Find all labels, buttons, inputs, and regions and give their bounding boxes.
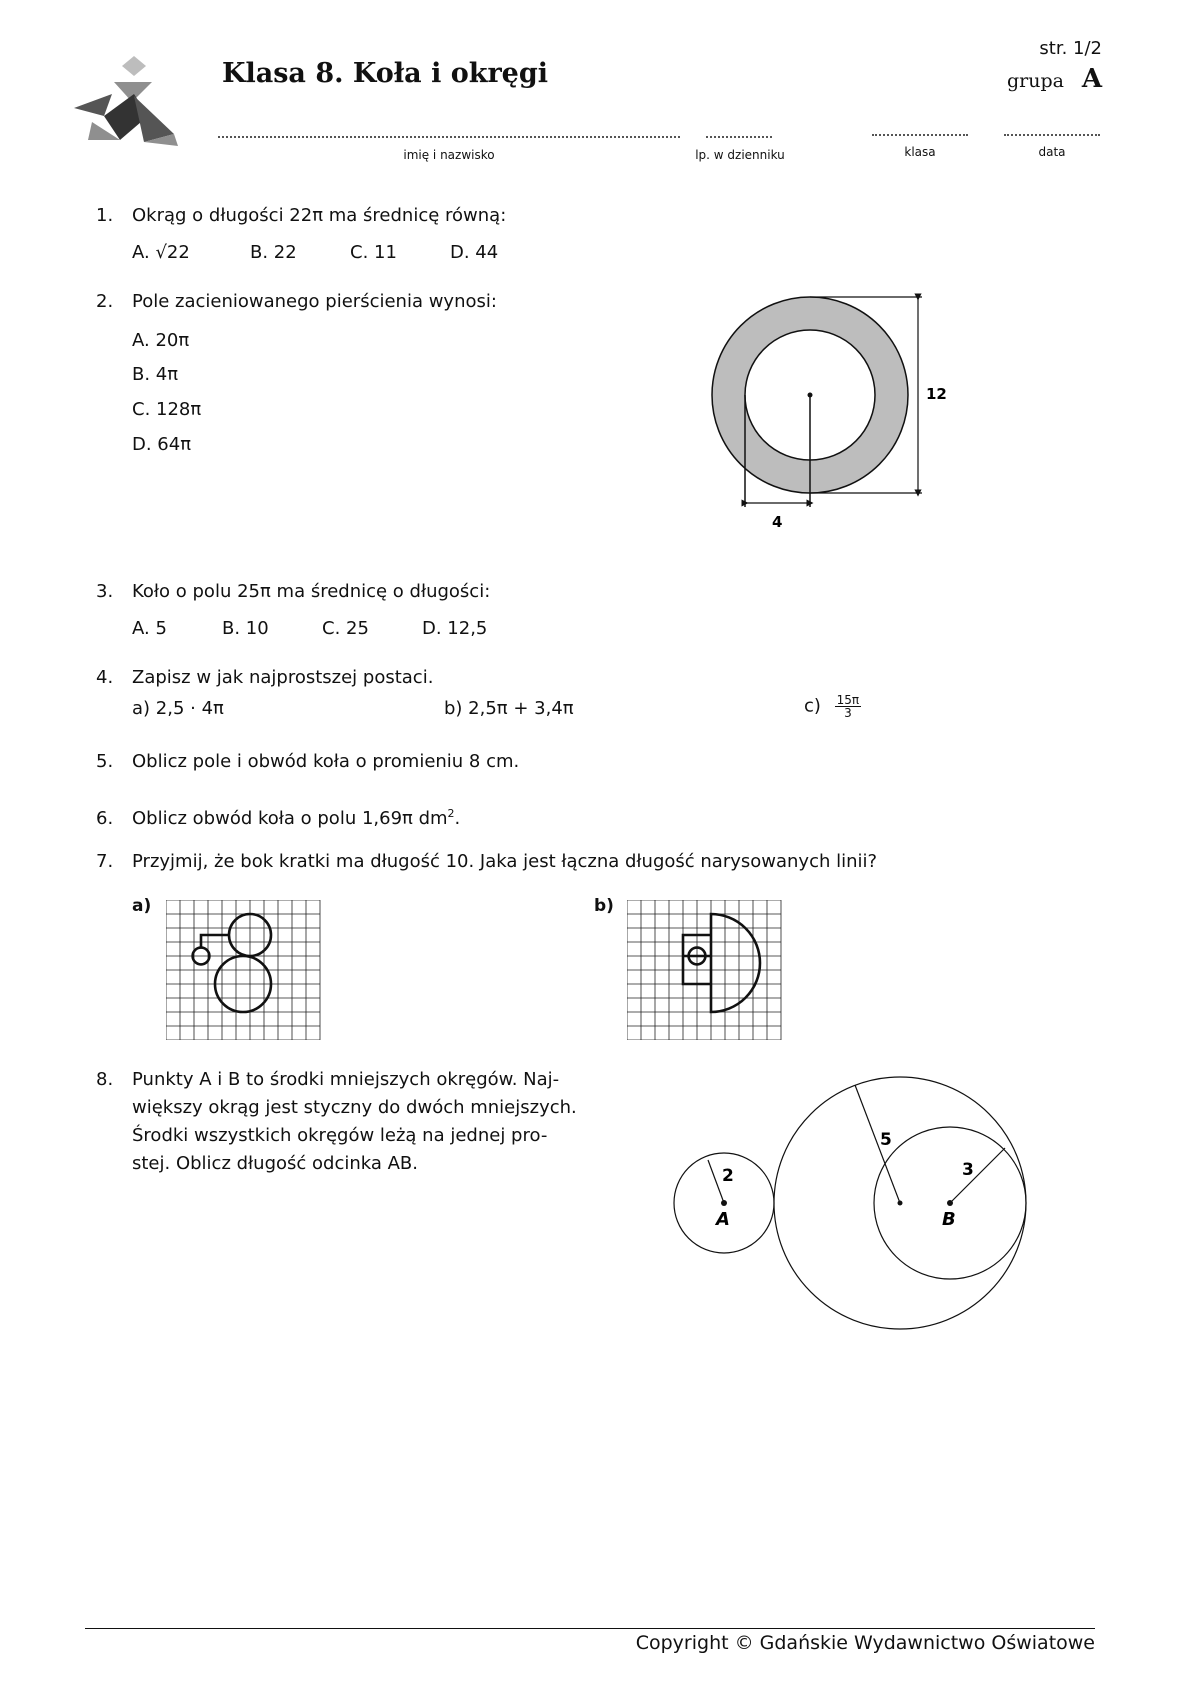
question-text-line: Środki wszystkich okręgów leżą na jednej pro- <box>132 1125 548 1146</box>
question-text: Zapisz w jak najprostszej postaci. <box>132 667 434 688</box>
outer-dimension-label: 12 <box>926 385 947 403</box>
name-field-line[interactable] <box>218 136 680 138</box>
exponent: 2 <box>447 807 455 820</box>
number-field-line[interactable] <box>706 136 772 138</box>
fraction <box>835 694 862 719</box>
question-2 <box>96 288 497 316</box>
question-number: 4. <box>96 667 114 688</box>
grid-a-label: a) <box>132 896 152 916</box>
question-number: 3. <box>96 581 114 602</box>
question-text: Oblicz pole i obwód koła o promieniu 8 cm. <box>132 751 520 772</box>
answer-option[interactable]: D. 12,5 <box>422 618 488 639</box>
grid-figure-b <box>627 900 787 1040</box>
question-5 <box>96 748 519 776</box>
answer-option[interactable]: D. 64π <box>132 434 192 455</box>
fraction-numerator: 15π <box>836 693 860 707</box>
answer-option[interactable]: B. 22 <box>250 242 297 263</box>
question-number: 7. <box>96 851 114 872</box>
question-text: Oblicz obwód koła o polu 1,69π dm <box>132 808 448 829</box>
question-text-line: stej. Oblicz długość odcinka AB. <box>132 1153 418 1174</box>
class-field-line[interactable] <box>872 134 968 136</box>
ring-figure <box>700 285 960 545</box>
answer-option[interactable]: A. 5 <box>132 618 167 639</box>
question-1 <box>96 202 506 230</box>
point-a-label: A <box>716 1209 730 1230</box>
group-value: A <box>1081 64 1102 94</box>
group-label: grupa <box>1007 70 1064 92</box>
question-end: . <box>454 808 461 829</box>
subtask-b: b) 2,5π + 3,4π <box>444 698 574 719</box>
question-7 <box>96 848 877 876</box>
page-number: str. 1/2 <box>1039 38 1102 59</box>
question-number: 2. <box>96 291 114 312</box>
question-text: Koło o polu 25π ma średnicę o długości: <box>132 581 491 602</box>
question-6 <box>96 800 460 833</box>
subtask-a: a) 2,5 · 4π <box>132 698 224 719</box>
question-4 <box>96 664 433 692</box>
question-number: 8. <box>96 1069 114 1090</box>
question-number: 6. <box>96 808 114 829</box>
number-field-label: lp. w dzienniku <box>695 148 785 162</box>
point-b-label: B <box>942 1209 956 1230</box>
answer-option[interactable]: A. √22 <box>132 242 190 263</box>
radius-label-middle: 3 <box>962 1160 974 1180</box>
name-field-label: imię i nazwisko <box>403 148 495 162</box>
question-number: 5. <box>96 751 114 772</box>
radius-label-large: 5 <box>880 1130 892 1150</box>
date-field-label: data <box>1038 145 1066 159</box>
answer-option[interactable]: B. 10 <box>222 618 269 639</box>
question-8 <box>96 1066 577 1178</box>
question-3 <box>96 578 490 606</box>
question-text-line: Punkty A i B to środki mniejszych okręgów. Naj- <box>132 1069 560 1090</box>
footer-divider <box>85 1628 1095 1629</box>
answer-option[interactable]: A. 20π <box>132 330 190 351</box>
grid-figure-a <box>166 900 326 1040</box>
worksheet-title: Klasa 8. Koła i okręgi <box>222 58 548 89</box>
fraction-denominator: 3 <box>844 706 852 720</box>
grid-b-label: b) <box>594 896 614 916</box>
answer-option[interactable]: B. 4π <box>132 364 179 385</box>
question-number: 1. <box>96 205 114 226</box>
copyright-text: Copyright © Gdańskie Wydawnictwo Oświatowe <box>635 1632 1095 1654</box>
question-text-line: większy okrąg jest styczny do dwóch mniejszych. <box>132 1097 577 1118</box>
tangent-circles-figure <box>660 1065 1040 1345</box>
question-text: Okrąg o długości 22π ma średnicę równą: <box>132 205 507 226</box>
answer-option[interactable]: C. 25 <box>322 618 369 639</box>
answer-option[interactable]: C. 11 <box>350 242 397 263</box>
subtask-c-label: c) <box>804 695 821 717</box>
inner-dimension-label: 4 <box>772 513 783 531</box>
subtask-c <box>804 694 861 719</box>
question-text: Pole zacieniowanego pierścienia wynosi: <box>132 291 497 312</box>
class-field-label: klasa <box>904 145 936 159</box>
answer-option[interactable]: C. 128π <box>132 399 202 420</box>
publisher-logo <box>74 56 184 146</box>
question-text: Przyjmij, że bok kratki ma długość 10. Jaka jest łączna długość narysowanych linii? <box>132 851 878 872</box>
radius-label-small: 2 <box>722 1166 734 1186</box>
answer-option[interactable]: D. 44 <box>450 242 499 263</box>
date-field-line[interactable] <box>1004 134 1100 136</box>
